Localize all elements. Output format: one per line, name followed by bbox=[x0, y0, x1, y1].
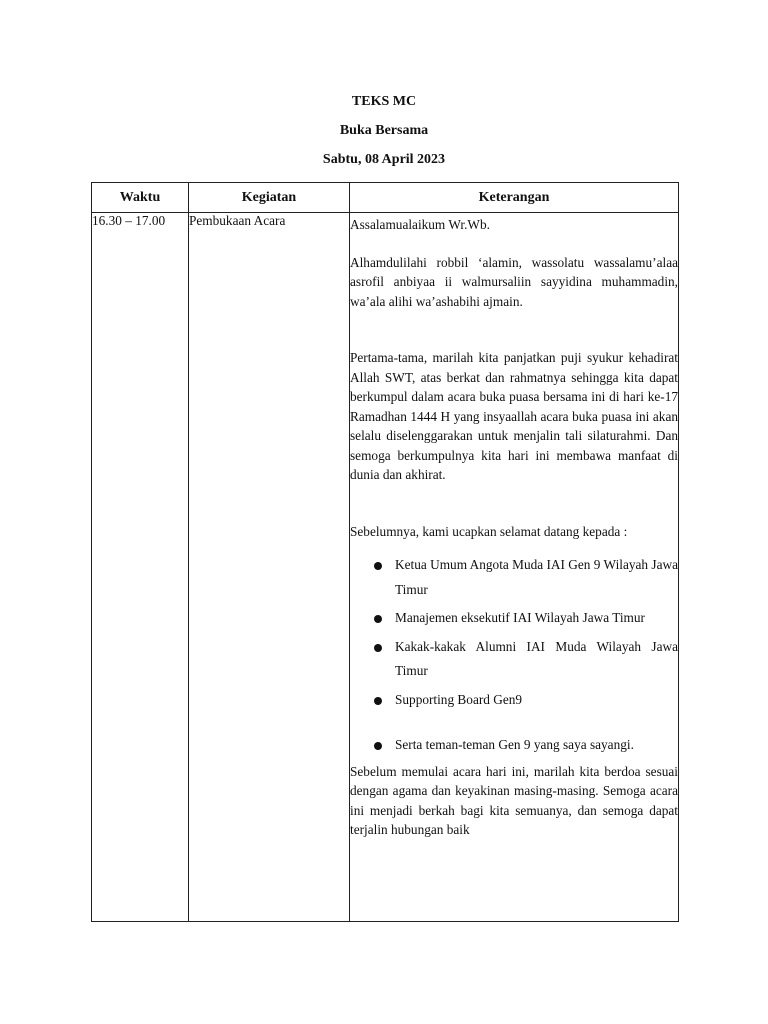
bullet-icon bbox=[374, 697, 382, 705]
header-waktu: Waktu bbox=[92, 183, 189, 213]
table-header-row bbox=[92, 183, 679, 213]
welcome-intro-text: Sebelumnya, kami ucapkan selamat datang kepada : bbox=[350, 523, 628, 539]
opening-prayer-text: Alhamdulilahi robbil ‘alamin, wassolatu wassalamu’alaa asrofil anbiyaa ii walmursaliin sayyidina muhammadin, wa’ala alihi wa’ashabihi ajmain. bbox=[350, 254, 678, 309]
table-row bbox=[92, 213, 679, 922]
bullet-icon bbox=[374, 562, 382, 570]
gratitude-paragraph: Pertama-tama, marilah kita panjatkan puji syukur kehadirat Allah SWT, atas berkat dan rahmatnya sehingga kita dapat berkumpul dalam acara buka puasa bersama ini di hari ke-17 Ramadhan 1444 H yang insyaallah acara buka puasa ini akan selalu diselenggarakan untuk menjalin tali silaturahmi. Dan semoga berkumpulnya kita hari ini membawa manfaat di dunia dan akhirat. bbox=[350, 350, 678, 482]
document-date: Sabtu, 08 April 2023 bbox=[322, 152, 446, 167]
greeting-text: Assalamualaikum Wr.Wb. bbox=[350, 217, 490, 232]
header-keterangan: Keterangan bbox=[350, 183, 679, 213]
bullet-icon bbox=[374, 615, 382, 623]
list-item: Kakak-kakak Alumni IAI Muda Wilayah Jawa Timur bbox=[350, 635, 678, 684]
schedule-table bbox=[91, 182, 679, 922]
guest-list bbox=[350, 553, 678, 758]
description-cell bbox=[350, 213, 679, 922]
list-item: Ketua Umum Angota Muda IAI Gen 9 Wilayah Jawa Timur bbox=[350, 553, 678, 602]
list-item: Manajemen eksekutif IAI Wilayah Jawa Timur bbox=[350, 606, 678, 631]
prayer-invitation-paragraph: Sebelum memulai acara hari ini, marilah kita berdoa sesuai dengan agama dan keyakinan masing-masing. Semoga acara ini menjadi berkah bagi kita semuanya, dan semoga dapat terjalin hubungan baik bbox=[350, 763, 678, 837]
list-item: Supporting Board Gen9 bbox=[350, 688, 678, 713]
activity-cell: Pembukaan Acara bbox=[189, 213, 350, 922]
document-subtitle: Buka Bersama bbox=[339, 123, 429, 138]
bullet-icon bbox=[374, 644, 382, 652]
bullet-icon bbox=[374, 742, 382, 750]
document-title: TEKS MC bbox=[351, 94, 417, 109]
header-kegiatan: Kegiatan bbox=[189, 183, 350, 213]
time-cell: 16.30 – 17.00 bbox=[92, 213, 189, 922]
list-item: Serta teman-teman Gen 9 yang saya sayangi. bbox=[350, 733, 678, 758]
